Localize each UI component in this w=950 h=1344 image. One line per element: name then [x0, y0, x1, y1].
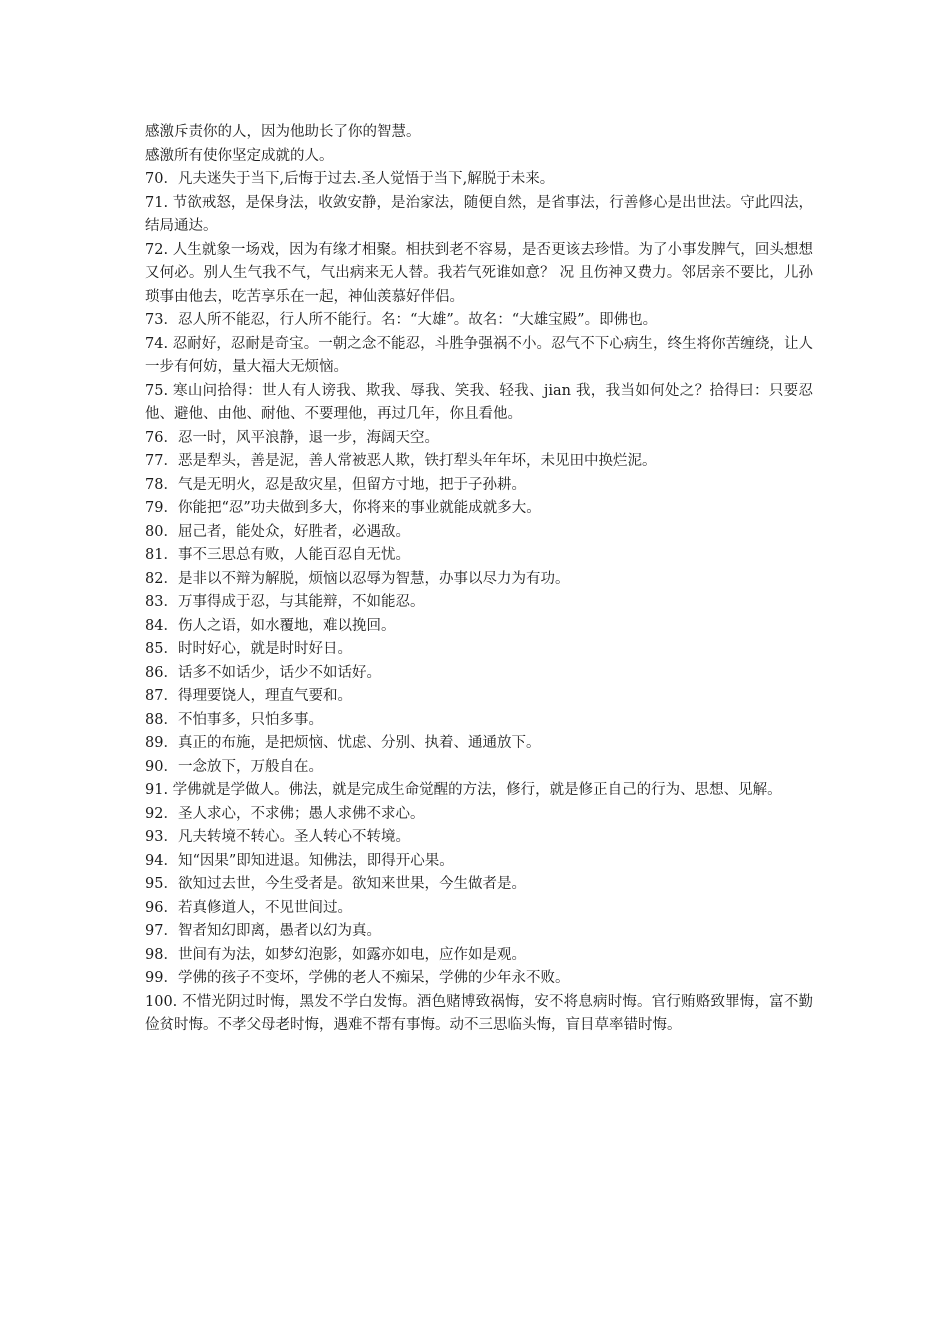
document-line: 72. 人生就象一场戏，因为有缘才相聚。相扶到老不容易，是否更该去珍惜。为了小事发脾气，回头想想又何必。别人生气我不气，气出病来无人替。我若气死谁如意？ 况 且伤神又费力。邻居亲不要比，儿孙琐事由他去，吃苦享乐在一起，神仙羡慕好伴侣。 [145, 241, 813, 305]
document-body [145, 121, 813, 1038]
document-line: 73．忍人所不能忍，行人所不能行。名：“大雄”。故名：“大雄宝殿”。即佛也。 [145, 312, 658, 328]
document-line: 81．事不三思总有败，人能百忍自无忧。 [145, 547, 410, 563]
document-line: 79．你能把“忍”功夫做到多大，你将来的事业就能成就多大。 [145, 500, 541, 516]
document-line: 85．时时好心，就是时时好日。 [145, 641, 352, 657]
document-line: 82．是非以不辩为解脱，烦恼以忍辱为智慧，办事以尽力为有功。 [145, 570, 570, 587]
document-line: 99．学佛的孩子不变坏，学佛的老人不痴呆，学佛的少年永不败。 [145, 970, 570, 986]
document-line: 90．一念放下，万般自在。 [145, 758, 323, 775]
document-line: 95．欲知过去世，今生受者是。欲知来世果，今生做者是。 [145, 876, 526, 892]
document-line: 89．真正的布施，是把烦恼、忧虑、分别、执着、通通放下。 [145, 735, 541, 751]
document-line: 74. 忍耐好，忍耐是奇宝。一朝之念不能忍，斗胜争强祸不小。忍气不下心病生，终生将你苦缠绕，让人一步有何妨，量大福大无烦恼。 [145, 335, 813, 375]
document-line: 87．得理要饶人，理直气要和。 [145, 688, 352, 704]
document-line: 84．伤人之语，如水覆地，难以挽回。 [145, 617, 396, 634]
document-line: 94．知“因果”即知进退。知佛法，即得开心果。 [145, 852, 454, 869]
document-line: 71. 节欲戒怒，是保身法，收敛安静，是治家法，随便自然，是省事法，行善修心是出世法。守此四法，结局通达。 [145, 194, 813, 234]
document-line: 83．万事得成于忍，与其能辩，不如能忍。 [145, 594, 425, 610]
document-line: 97．智者知幻即离，愚者以幻为真。 [145, 923, 381, 939]
document-line: 86．话多不如话少，话少不如话好。 [145, 664, 381, 681]
document-line: 98．世间有为法，如梦幻泡影，如露亦如电，应作如是观。 [145, 946, 526, 963]
document-line: 76．忍一时，风平浪静，退一步，海阔天空。 [145, 429, 439, 446]
document-line: 96．若真修道人，不见世间过。 [145, 899, 352, 916]
document-line: 92．圣人求心，不求佛；愚人求佛不求心。 [145, 805, 425, 822]
document-line: 70．凡夫迷失于当下,后悔于过去.圣人觉悟于当下,解脱于未来。 [145, 171, 555, 187]
document-line: 93．凡夫转境不转心。圣人转心不转境。 [145, 829, 410, 845]
document-line: 78．气是无明火，忍是敌灾星，但留方寸地，把于子孙耕。 [145, 476, 526, 493]
document-line: 88．不怕事多，只怕多事。 [145, 711, 323, 728]
document-line: 80．屈己者，能处众，好胜者，必遇敌。 [145, 523, 410, 540]
document-line: 77．恶是犁头，善是泥，善人常被恶人欺，铁打犁头年年坏，未见田中换烂泥。 [145, 453, 657, 469]
document-line: 75. 寒山问拾得：世人有人谤我、欺我、辱我、笑我、轻我、jian 我，我当如何处之？拾得曰：只要忍他、避他、由他、耐他、不要理他，再过几年，你且看他。 [145, 382, 813, 422]
document-line: 感激所有使你坚定成就的人。 [145, 147, 334, 164]
document-line: 91. 学佛就是学做人。佛法，就是完成生命觉醒的方法，修行，就是修正自己的行为、思想、见解。 [145, 782, 782, 798]
document-line: 感激斥责你的人，因为他助长了你的智慧。 [145, 124, 421, 140]
document-line: 100. 不惜光阴过时悔，黑发不学白发悔。酒色赌博致祸悔，安不将息病时悔。官行贿赂致罪悔，富不勤俭贫时悔。不孝父母老时悔，遇难不帮有事悔。动不三思临头悔，盲目草率错时悔。 [145, 993, 813, 1033]
